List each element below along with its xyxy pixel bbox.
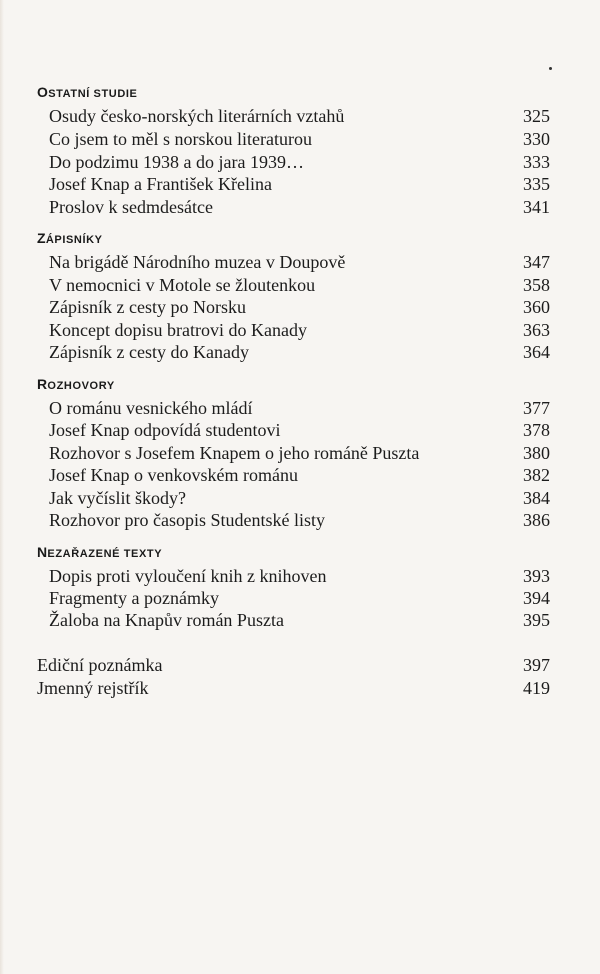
toc-entry[interactable] — [49, 196, 550, 218]
toc-entry-title: Fragmenty a poznámky — [49, 588, 219, 608]
toc-entry-page: 325 — [523, 106, 550, 126]
section-heading-rest: OZHOVORY — [47, 380, 115, 392]
toc-entry-page: 341 — [523, 197, 550, 217]
section-heading-rest: ÁPISNÍKY — [45, 234, 103, 246]
section-heading-zapisniky — [37, 230, 103, 246]
toc-entry[interactable] — [49, 341, 550, 363]
toc-entry-page: 358 — [523, 275, 550, 295]
toc-entry-page: 330 — [523, 129, 550, 149]
toc-entry[interactable] — [49, 464, 550, 486]
toc-entry-title: Co jsem to měl s norskou literaturou — [49, 129, 312, 149]
toc-entry[interactable] — [49, 442, 550, 464]
toc-entry-page: 378 — [523, 420, 550, 440]
toc-entry-title: Ediční poznámka — [37, 655, 163, 675]
section-heading-rest: EZAŘAZENÉ TEXTY — [47, 548, 163, 560]
toc-entry-title: O románu vesnického mládí — [49, 398, 253, 418]
toc-entry[interactable] — [49, 609, 550, 631]
toc-entry-jmenny-rejstrik[interactable] — [37, 677, 550, 699]
toc-entry[interactable] — [49, 319, 550, 341]
section-heading-initial: O — [37, 84, 49, 100]
toc-entry[interactable] — [49, 487, 550, 509]
toc-entry-title: Jmenný rejstřík — [37, 678, 149, 698]
toc-entry[interactable] — [49, 173, 550, 195]
toc-entry-page: 363 — [523, 320, 550, 340]
toc-entry-title: Josef Knap odpovídá studentovi — [49, 420, 281, 440]
toc-entry-page: 335 — [523, 174, 550, 194]
section-heading-initial: Z — [37, 230, 46, 246]
toc-entry-page: 377 — [523, 398, 550, 418]
toc-entry[interactable] — [49, 419, 550, 441]
toc-entry[interactable] — [49, 105, 550, 127]
toc-entry-page: 347 — [523, 252, 550, 272]
toc-entry-page: 394 — [523, 588, 550, 608]
toc-entry-page: 382 — [523, 465, 550, 485]
toc-entry-title: Osudy česko-norských literárních vztahů — [49, 106, 345, 126]
toc-entry-page: 393 — [523, 566, 550, 586]
toc-entry-title: V nemocnici v Motole se žloutenkou — [49, 275, 316, 295]
toc-entry-title: Josef Knap a František Křelina — [49, 174, 272, 194]
section-heading-nezarazene-texty — [37, 544, 162, 560]
section-heading-initial: N — [37, 544, 48, 560]
toc-entry-title: Do podzimu 1938 a do jara 1939… — [49, 152, 304, 172]
toc-entry[interactable] — [49, 397, 550, 419]
toc-entry-title: Dopis proti vyloučení knih z knihoven — [49, 566, 327, 586]
toc-entry[interactable] — [49, 587, 550, 609]
toc-entry-title: Josef Knap o venkovském románu — [49, 465, 298, 485]
toc-entry-title: Jak vyčíslit škody? — [49, 488, 186, 508]
section-heading-rozhovory — [37, 376, 115, 392]
toc-entry[interactable] — [49, 296, 550, 318]
toc-entry-title: Zápisník z cesty do Kanady — [49, 342, 249, 362]
toc-entry-page: 395 — [523, 610, 550, 630]
toc-entry-title: Rozhovor s Josefem Knapem o jeho románě Puszta — [49, 443, 420, 463]
toc-entry[interactable] — [49, 151, 550, 173]
toc-entry-page: 380 — [523, 443, 550, 463]
section-heading-rest: STATNÍ STUDIE — [48, 88, 138, 100]
toc-entry-title: Rozhovor pro časopis Studentské listy — [49, 510, 325, 530]
section-heading-initial: R — [37, 376, 48, 392]
toc-entry-title: Zápisník z cesty po Norsku — [49, 297, 246, 317]
toc-entry[interactable] — [49, 509, 550, 531]
toc-entry-title: Na brigádě Národního muzea v Doupově — [49, 252, 346, 272]
toc-entry-page: 364 — [523, 342, 550, 362]
toc-entry[interactable] — [49, 274, 550, 296]
toc-entry-title: Proslov k sedmdesátce — [49, 197, 213, 217]
toc-entry-title: Koncept dopisu bratrovi do Kanady — [49, 320, 307, 340]
toc-entry[interactable] — [49, 251, 550, 273]
toc-entry-page: 384 — [523, 488, 550, 508]
toc-entry[interactable] — [49, 128, 550, 150]
toc-entry-page: 397 — [523, 655, 550, 675]
section-heading-ostatni-studie — [37, 84, 137, 100]
toc-entry-edicni-poznamka[interactable] — [37, 654, 550, 676]
toc-entry[interactable] — [49, 565, 550, 587]
toc-entry-page: 333 — [523, 152, 550, 172]
toc-entry-page: 386 — [523, 510, 550, 530]
toc-entry-title: Žaloba na Knapův román Puszta — [49, 610, 284, 630]
toc-entry-page: 360 — [523, 297, 550, 317]
toc-entry-page: 419 — [523, 678, 550, 698]
